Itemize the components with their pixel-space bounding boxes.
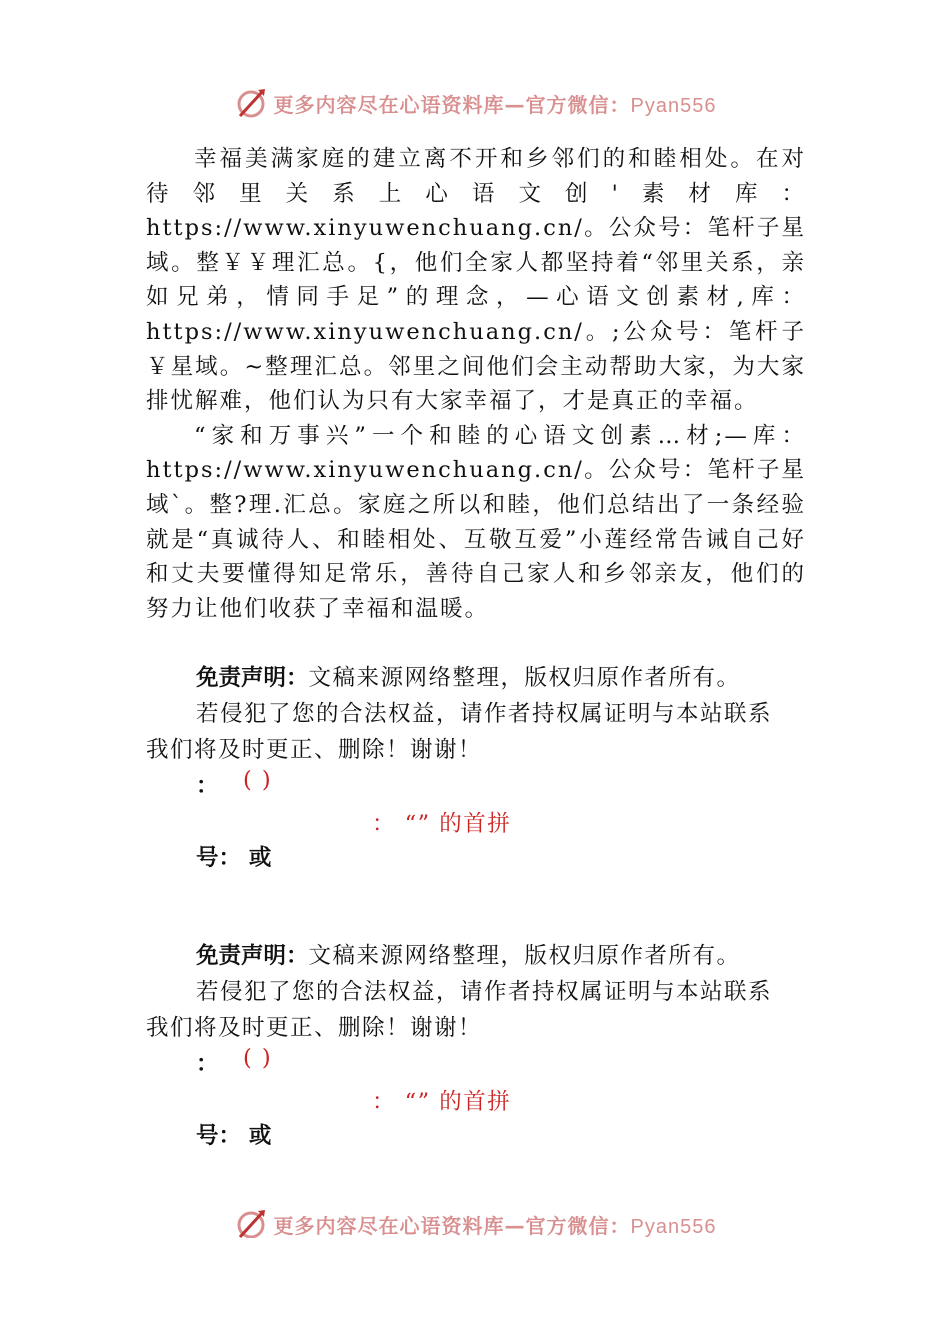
colon-label: ：	[196, 1051, 219, 1077]
hao-label: 号： 或	[196, 845, 272, 871]
disclaimer-text-2: 若侵犯了您的合法权益，请作者持权属证明与本站联系	[196, 979, 773, 1005]
disclaimer-block-1	[146, 660, 806, 876]
pinyin-note: ： “” 的首拼	[372, 811, 512, 837]
paren-text: ( )	[243, 1045, 273, 1071]
hao-label: 号： 或	[196, 1123, 272, 1149]
paragraph-2: “家和万事兴”一个和睦的心语文创素…材;—库：https://www.xinyuwenchuang.cn/。公众号：笔杆子星域`。整?理.汇总。家庭之所以和睦，他们总结出了一条经验就是“真诚待人、和睦相处、互敬互爱”小莲经常告诫自己好和丈夫要懂得知足常乐，善待自己家人和乡邻亲友，他们的努力让他们收获了幸福和温暖。	[146, 422, 806, 622]
disclaimer-text: 文稿来源网络整理，版权归原作者所有。	[308, 665, 741, 691]
disclaimer-label: 免责声明：	[196, 665, 309, 691]
header-brand: 更多内容尽在心语资料库—官方微信：Pyan556	[273, 92, 717, 117]
disclaimer-text-2: 若侵犯了您的合法权益，请作者持权属证明与本站联系	[196, 701, 773, 727]
article-body	[146, 142, 806, 626]
pinyin-note: ： “” 的首拼	[372, 1089, 512, 1115]
colon-label: ：	[196, 773, 219, 799]
disclaimer-text-3: 我们将及时更正、删除！谢谢！	[146, 737, 483, 763]
paragraph-1: 幸福美满家庭的建立离不开和乡邻们的和睦相处。在对待邻里关系上心语文创'素材库：https://www.xinyuwenchuang.cn/。公众号：笔杆子星域。整￥￥理汇总。{，他们全家人都坚持着“邻里关系，亲如兄弟，情同手足”的理念，—心语文创素材,库：https://www.xinyuwenchuang.cn/。;公众号：笔杆子￥星域。~整理汇总。邻里之间他们会主动帮助大家，为大家排忧解难，他们认为只有大家幸福了，才是真正的幸福。	[146, 146, 806, 415]
pen-logo-icon	[234, 86, 268, 120]
footer-watermark	[0, 1202, 950, 1238]
paren-text: ( )	[243, 767, 273, 793]
disclaimer-label: 免责声明：	[196, 943, 309, 969]
header-watermark	[0, 83, 950, 123]
disclaimer-text: 文稿来源网络整理，版权归原作者所有。	[308, 943, 741, 969]
disclaimer-block-2	[146, 938, 806, 1154]
disclaimer-text-3: 我们将及时更正、删除！谢谢！	[146, 1015, 483, 1041]
footer-brand: 更多内容尽在心语资料库—官方微信：Pyan556	[273, 1213, 717, 1238]
pen-logo-icon	[234, 1207, 268, 1238]
